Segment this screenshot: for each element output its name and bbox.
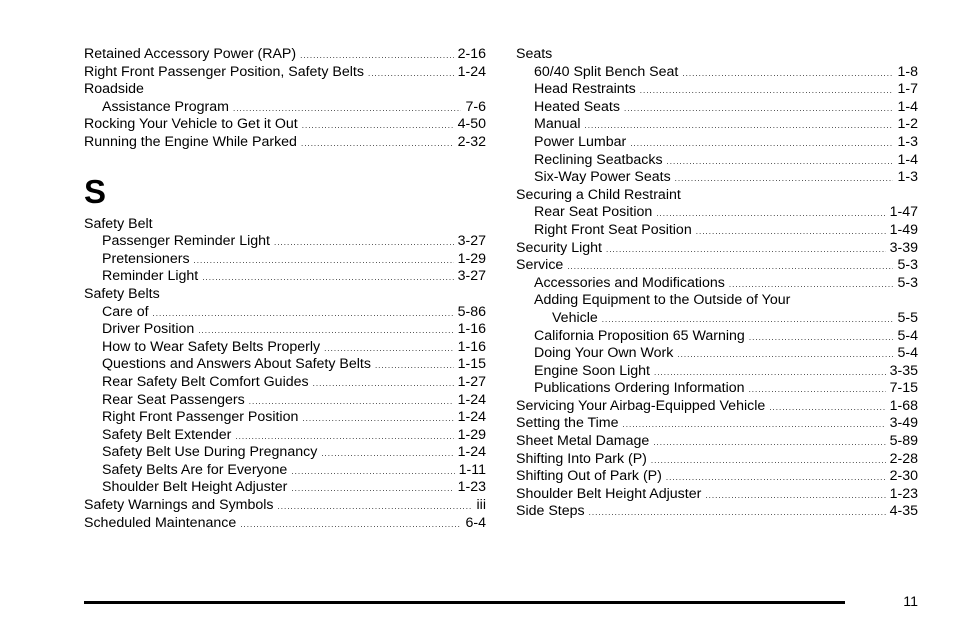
index-entry: [84, 251, 486, 269]
dot-leader: [630, 134, 893, 153]
dot-leader: [278, 497, 473, 516]
index-entry-label: Questions and Answers About Safety Belts: [102, 356, 371, 373]
index-entry-page: 1-24: [457, 63, 486, 80]
dot-leader: [654, 363, 886, 382]
index-entry-page: 2-30: [889, 468, 918, 485]
index-column-right: [516, 46, 918, 521]
index-entry-label: Adding Equipment to the Outside of Your: [534, 292, 791, 309]
index-entry-page: 1-3: [897, 169, 918, 186]
index-entry-page: 3-39: [889, 239, 918, 256]
index-entry: [516, 415, 918, 433]
index-entry-page: 1-4: [897, 151, 918, 168]
index-entry: [84, 64, 486, 82]
index-entry-page: 1-2: [897, 116, 918, 133]
index-entry-label: Sheet Metal Damage: [516, 433, 650, 450]
index-entry-label: Pretensioners: [102, 250, 190, 267]
dot-leader: [640, 81, 894, 100]
index-entry-page: 1-11: [458, 461, 486, 478]
index-entry-page: iii: [476, 497, 486, 514]
index-entry-label: Shoulder Belt Height Adjuster: [516, 485, 702, 502]
index-entry-label: Rear Seat Position: [534, 204, 653, 221]
index-entry: [84, 286, 486, 304]
index-entry-page: 1-24: [457, 391, 486, 408]
index-entry: [516, 468, 918, 486]
index-entry-label: Publications Ordering Information: [534, 380, 745, 397]
dot-leader: [623, 415, 886, 434]
dot-leader: [235, 427, 453, 446]
dot-leader: [194, 251, 454, 270]
index-entry-label: Seats: [516, 46, 553, 62]
index-entry: [84, 46, 486, 64]
dot-leader: [677, 345, 893, 364]
dot-leader: [291, 462, 454, 481]
dot-leader: [675, 169, 894, 188]
section-letter-heading: S: [84, 172, 107, 210]
dot-leader: [749, 328, 894, 347]
index-entry: [84, 479, 486, 497]
index-entry: [516, 328, 918, 346]
index-entry-page: 5-4: [897, 327, 918, 344]
index-entry-page: 5-3: [897, 257, 918, 274]
index-entry-label: Safety Belt Use During Pregnancy: [102, 444, 318, 461]
dot-leader: [606, 240, 886, 259]
index-entry: [84, 216, 486, 234]
index-entry-page: 1-27: [457, 373, 486, 390]
index-entry-label: Engine Soon Light: [534, 362, 650, 379]
index-entry: [516, 486, 918, 504]
index-entry-label: Care of: [102, 303, 149, 320]
index-entry: [84, 392, 486, 410]
footer-rule: [84, 601, 845, 604]
index-entry-label: Right Front Seat Position: [534, 221, 692, 238]
index-entry: [84, 304, 486, 322]
index-entry: [516, 222, 918, 240]
index-entry-label: Shifting Out of Park (P): [516, 468, 662, 485]
index-entry-label: Assistance Program: [102, 98, 229, 115]
dot-leader: [301, 134, 454, 153]
index-entry-label: Setting the Time: [516, 415, 619, 432]
index-entry-label: Right Front Passenger Position: [102, 409, 299, 426]
index-entry-label: Reclining Seatbacks: [534, 151, 663, 168]
dot-leader: [300, 46, 453, 65]
index-entry-page: 1-29: [457, 250, 486, 267]
index-entry: [516, 187, 918, 205]
index-entry-label: Safety Warnings and Symbols: [84, 497, 274, 514]
index-entry: [516, 451, 918, 469]
index-entry: [516, 380, 918, 398]
index-entry: [516, 503, 918, 521]
index-entry: [516, 363, 918, 381]
index-entry: [516, 116, 918, 134]
dot-leader: [302, 116, 454, 135]
dot-leader: [302, 409, 453, 428]
dot-leader: [375, 356, 454, 375]
index-entry-page: 2-16: [457, 46, 486, 62]
index-entry: [516, 64, 918, 82]
index-entry: [516, 310, 918, 328]
index-entry: [84, 99, 486, 117]
index-entry: [84, 321, 486, 339]
index-entry-label: Shifting Into Park (P): [516, 450, 647, 467]
index-group-s-continued: [516, 46, 918, 521]
index-entry: [84, 233, 486, 251]
index-entry: [84, 427, 486, 445]
index-entry: [84, 356, 486, 374]
index-entry-label: Right Front Passenger Position, Safety Belts: [84, 63, 364, 80]
dot-leader: [682, 64, 893, 83]
index-entry-label: Securing a Child Restraint: [516, 186, 681, 203]
index-entry-page: 5-3: [897, 274, 918, 291]
index-entry: [84, 116, 486, 134]
dot-leader: [274, 233, 454, 252]
index-entry: [84, 374, 486, 392]
dot-leader: [656, 204, 885, 223]
index-entry-page: 2-28: [889, 450, 918, 467]
index-entry-label: Roadside: [84, 81, 144, 98]
dot-leader: [368, 64, 454, 83]
dot-leader: [749, 380, 886, 399]
index-entry-label: Safety Belts Are for Everyone: [102, 461, 288, 478]
dot-leader: [313, 374, 454, 393]
index-entry-label: Safety Belt: [84, 215, 153, 232]
dot-leader: [666, 468, 886, 487]
dot-leader: [602, 310, 894, 329]
index-entry-page: 1-23: [457, 479, 486, 496]
index-entry-page: 1-49: [889, 221, 918, 238]
index-entry: [84, 268, 486, 286]
index-entry-page: 5-89: [889, 433, 918, 450]
index-entry: [516, 99, 918, 117]
index-entry-page: 1-68: [889, 397, 918, 414]
index-entry-page: 3-27: [457, 268, 486, 285]
index-entry-page: 1-7: [897, 81, 918, 98]
index-entry-label: Accessories and Modifications: [534, 274, 725, 291]
index-entry: [84, 497, 486, 515]
dot-leader: [233, 99, 462, 118]
index-entry: [84, 444, 486, 462]
index-entry-label: Vehicle: [552, 309, 598, 326]
index-entry-label: Retained Accessory Power (RAP): [84, 46, 297, 62]
index-entry-page: 1-16: [457, 321, 486, 338]
index-entry: [516, 81, 918, 99]
index-entry-label: Reminder Light: [102, 268, 199, 285]
index-entry-label: How to Wear Safety Belts Properly: [102, 338, 321, 355]
dot-leader: [653, 433, 885, 452]
index-column-left: [84, 46, 486, 532]
index-entry: [516, 169, 918, 187]
index-entry: [516, 345, 918, 363]
index-entry-page: 3-49: [889, 415, 918, 432]
dot-leader: [202, 268, 453, 287]
index-entry-label: 60/40 Split Bench Seat: [534, 63, 679, 80]
index-group-r: [84, 46, 486, 152]
index-entry-page: 6-4: [465, 514, 486, 531]
dot-leader: [324, 339, 453, 358]
index-entry: [516, 398, 918, 416]
index-entry: [84, 134, 486, 152]
index-entry-page: 3-35: [889, 362, 918, 379]
index-entry-label: Safety Belt Extender: [102, 426, 232, 443]
index-entry-label: Doing Your Own Work: [534, 345, 674, 362]
index-entry-page: 1-23: [889, 485, 918, 502]
index-entry-page: 1-24: [457, 444, 486, 461]
dot-leader: [291, 479, 453, 498]
index-entry-page: 3-27: [457, 233, 486, 250]
index-entry: [516, 257, 918, 275]
index-entry-page: 1-3: [897, 133, 918, 150]
dot-leader: [624, 99, 894, 118]
index-entry-label: Side Steps: [516, 503, 585, 520]
index-entry-label: Servicing Your Airbag-Equipped Vehicle: [516, 397, 766, 414]
page-number: 11: [903, 594, 918, 610]
index-entry-page: 1-8: [897, 63, 918, 80]
index-entry-page: 1-16: [457, 338, 486, 355]
index-entry-label: Safety Belts: [84, 285, 160, 302]
index-entry-page: 7-6: [465, 98, 486, 115]
index-entry-label: Head Restraints: [534, 81, 636, 98]
index-entry-label: Manual: [534, 116, 581, 133]
dot-leader: [696, 222, 886, 241]
dot-leader: [153, 304, 454, 323]
index-entry: [84, 409, 486, 427]
index-entry-label: Heated Seats: [534, 98, 620, 115]
index-entry-label: Six-Way Power Seats: [534, 169, 671, 186]
index-entry-page: 5-5: [897, 309, 918, 326]
index-group-s: [84, 216, 486, 533]
index-entry-label: Service: [516, 257, 564, 274]
index-entry: [516, 152, 918, 170]
index-entry: [516, 240, 918, 258]
index-entry: [84, 81, 486, 99]
index-entry-label: Running the Engine While Parked: [84, 133, 297, 150]
index-entry-label: Scheduled Maintenance: [84, 514, 237, 531]
index-entry-page: 1-29: [457, 426, 486, 443]
dot-leader: [729, 275, 894, 294]
index-entry: [516, 134, 918, 152]
index-entry-label: Security Light: [516, 239, 602, 256]
dot-leader: [567, 257, 893, 276]
index-entry-page: 2-32: [457, 133, 486, 150]
dot-leader: [585, 116, 894, 135]
dot-leader: [769, 398, 885, 417]
index-entry-page: 5-86: [457, 303, 486, 320]
index-entry-page: 1-15: [457, 356, 486, 373]
dot-leader: [705, 486, 885, 505]
index-entry-page: 1-47: [889, 204, 918, 221]
index-entry-page: 1-24: [457, 409, 486, 426]
index-entry: [516, 292, 918, 310]
index-entry-page: 7-15: [889, 380, 918, 397]
index-entry-page: 4-35: [889, 503, 918, 520]
index-entry-label: Power Lumbar: [534, 133, 627, 150]
index-entry-label: Shoulder Belt Height Adjuster: [102, 479, 288, 496]
index-entry: [516, 433, 918, 451]
index-entry-page: 4-50: [457, 116, 486, 133]
index-entry: [516, 46, 918, 64]
dot-leader: [249, 392, 454, 411]
index-entry-label: Driver Position: [102, 321, 195, 338]
index-entry: [84, 515, 486, 533]
index-entry-page: 5-4: [897, 345, 918, 362]
index-entry-label: Rear Safety Belt Comfort Guides: [102, 373, 309, 390]
index-entry-page: 1-4: [897, 98, 918, 115]
dot-leader: [240, 515, 461, 534]
index-entry-label: California Proposition 65 Warning: [534, 327, 745, 344]
dot-leader: [321, 444, 453, 463]
index-entry: [84, 462, 486, 480]
dot-leader: [589, 503, 886, 522]
index-entry: [84, 339, 486, 357]
index-entry-label: Rear Seat Passengers: [102, 391, 245, 408]
index-entry-label: Rocking Your Vehicle to Get it Out: [84, 116, 298, 133]
index-entry-label: Passenger Reminder Light: [102, 233, 270, 250]
dot-leader: [198, 321, 453, 340]
dot-leader: [651, 451, 886, 470]
index-entry: [516, 275, 918, 293]
index-entry: [516, 204, 918, 222]
dot-leader: [667, 152, 894, 171]
